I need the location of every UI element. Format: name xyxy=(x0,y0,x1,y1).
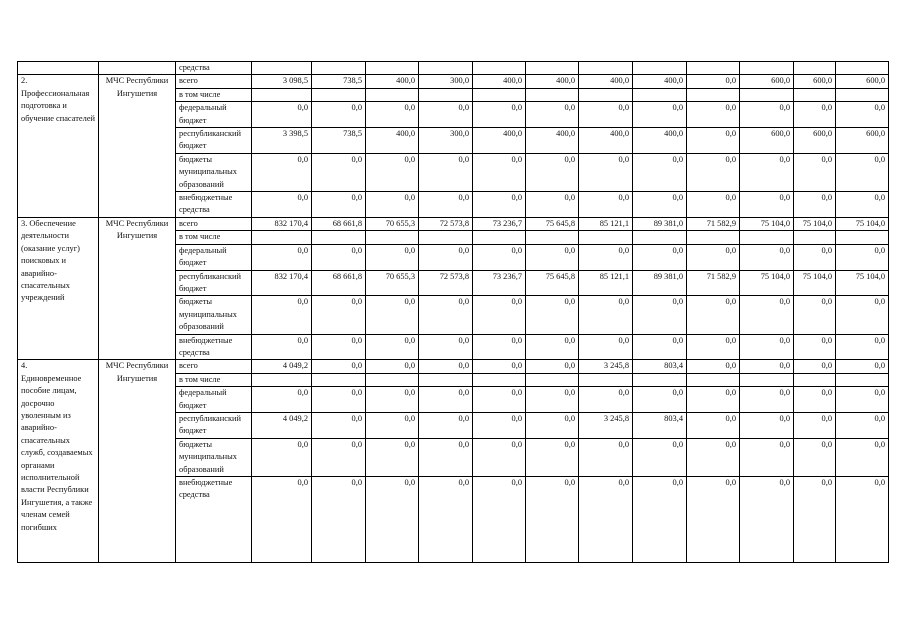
value-cell: 0,0 xyxy=(526,412,579,438)
value-cell: 0,0 xyxy=(252,334,312,360)
value-cell xyxy=(740,62,794,75)
value-cell: 0,0 xyxy=(366,244,419,270)
value-cell: 75 104,0 xyxy=(794,270,836,296)
value-cell xyxy=(366,88,419,101)
value-cell: 0,0 xyxy=(473,192,526,218)
value-cell: 400,0 xyxy=(579,128,633,154)
value-cell: 0,0 xyxy=(633,102,687,128)
table-body xyxy=(18,62,889,563)
value-cell: 0,0 xyxy=(794,477,836,563)
value-cell: 400,0 xyxy=(473,128,526,154)
value-cell: 400,0 xyxy=(366,75,419,88)
value-cell: 0,0 xyxy=(687,75,740,88)
value-cell: 0,0 xyxy=(633,477,687,563)
funding-source-cell: всего xyxy=(176,75,252,88)
value-cell: 0,0 xyxy=(252,477,312,563)
value-cell xyxy=(419,231,473,244)
value-cell: 803,4 xyxy=(633,412,687,438)
value-cell: 0,0 xyxy=(794,244,836,270)
value-cell: 0,0 xyxy=(473,296,526,334)
value-cell xyxy=(526,88,579,101)
value-cell xyxy=(312,62,366,75)
value-cell: 3 398,5 xyxy=(252,128,312,154)
value-cell: 4 049,2 xyxy=(252,360,312,373)
value-cell: 0,0 xyxy=(252,192,312,218)
value-cell xyxy=(366,62,419,75)
value-cell xyxy=(633,62,687,75)
value-cell: 0,0 xyxy=(419,192,473,218)
value-cell: 0,0 xyxy=(419,387,473,413)
value-cell: 0,0 xyxy=(836,296,889,334)
value-cell: 803,4 xyxy=(633,360,687,373)
value-cell: 0,0 xyxy=(526,438,579,476)
value-cell xyxy=(740,231,794,244)
value-cell: 0,0 xyxy=(526,244,579,270)
funding-source-cell: всего xyxy=(176,360,252,373)
value-cell xyxy=(687,373,740,386)
funding-source-cell: внебюджетные средства xyxy=(176,477,252,563)
program-name-cell: 3. Обеспечение деятельности (оказание услуг) поисковых и аварийно-спасательных учреждений xyxy=(18,217,99,359)
table-row xyxy=(18,360,889,373)
value-cell xyxy=(687,88,740,101)
value-cell: 0,0 xyxy=(794,387,836,413)
value-cell: 0,0 xyxy=(419,153,473,191)
value-cell: 0,0 xyxy=(836,412,889,438)
funding-source-cell: бюджеты муниципальных образований xyxy=(176,296,252,334)
value-cell: 0,0 xyxy=(740,387,794,413)
value-cell xyxy=(473,62,526,75)
value-cell: 75 104,0 xyxy=(740,270,794,296)
funding-source-cell: в том числе xyxy=(176,231,252,244)
value-cell: 0,0 xyxy=(252,387,312,413)
value-cell: 0,0 xyxy=(419,477,473,563)
value-cell: 75 104,0 xyxy=(794,217,836,230)
funding-table xyxy=(17,61,889,563)
value-cell: 400,0 xyxy=(633,75,687,88)
value-cell: 0,0 xyxy=(633,334,687,360)
funding-source-cell: внебюджетные средства xyxy=(176,334,252,360)
value-cell: 0,0 xyxy=(579,334,633,360)
value-cell: 0,0 xyxy=(633,387,687,413)
value-cell xyxy=(252,373,312,386)
value-cell: 300,0 xyxy=(419,75,473,88)
value-cell: 0,0 xyxy=(473,360,526,373)
value-cell xyxy=(473,88,526,101)
value-cell: 0,0 xyxy=(740,153,794,191)
value-cell: 0,0 xyxy=(579,102,633,128)
value-cell xyxy=(794,62,836,75)
value-cell: 0,0 xyxy=(526,192,579,218)
value-cell: 70 655,3 xyxy=(366,217,419,230)
value-cell xyxy=(687,231,740,244)
value-cell xyxy=(740,88,794,101)
funding-source-cell: бюджеты муниципальных образований xyxy=(176,438,252,476)
value-cell: 4 049,2 xyxy=(252,412,312,438)
value-cell: 0,0 xyxy=(740,438,794,476)
value-cell xyxy=(579,373,633,386)
value-cell: 400,0 xyxy=(526,75,579,88)
value-cell: 0,0 xyxy=(473,412,526,438)
value-cell: 0,0 xyxy=(633,192,687,218)
value-cell: 0,0 xyxy=(740,477,794,563)
value-cell: 0,0 xyxy=(579,438,633,476)
value-cell: 0,0 xyxy=(687,192,740,218)
value-cell: 400,0 xyxy=(473,75,526,88)
value-cell: 400,0 xyxy=(366,128,419,154)
value-cell: 0,0 xyxy=(633,244,687,270)
table-row-top xyxy=(18,62,889,75)
value-cell: 0,0 xyxy=(687,334,740,360)
value-cell: 70 655,3 xyxy=(366,270,419,296)
value-cell: 0,0 xyxy=(633,296,687,334)
funding-source-cell: внебюджетные средства xyxy=(176,192,252,218)
funding-source-cell: бюджеты муниципальных образований xyxy=(176,153,252,191)
value-cell: 600,0 xyxy=(740,75,794,88)
value-cell: 75 104,0 xyxy=(836,217,889,230)
value-cell: 0,0 xyxy=(312,102,366,128)
value-cell: 0,0 xyxy=(836,102,889,128)
value-cell: 0,0 xyxy=(687,244,740,270)
value-cell: 0,0 xyxy=(687,412,740,438)
value-cell: 0,0 xyxy=(526,334,579,360)
value-cell xyxy=(794,231,836,244)
value-cell: 75 645,8 xyxy=(526,270,579,296)
value-cell xyxy=(252,88,312,101)
value-cell: 738,5 xyxy=(312,128,366,154)
funding-source-cell: в том числе xyxy=(176,88,252,101)
value-cell xyxy=(366,231,419,244)
value-cell: 72 573,8 xyxy=(419,217,473,230)
value-cell xyxy=(312,88,366,101)
program-name-cell xyxy=(18,62,99,75)
value-cell: 0,0 xyxy=(794,360,836,373)
value-cell: 71 582,9 xyxy=(687,217,740,230)
value-cell: 0,0 xyxy=(473,438,526,476)
value-cell: 0,0 xyxy=(312,153,366,191)
value-cell: 0,0 xyxy=(687,438,740,476)
funding-source-cell: средства xyxy=(176,62,252,75)
value-cell: 89 381,0 xyxy=(633,270,687,296)
value-cell: 71 582,9 xyxy=(687,270,740,296)
value-cell: 0,0 xyxy=(366,387,419,413)
value-cell xyxy=(836,62,889,75)
value-cell: 0,0 xyxy=(419,438,473,476)
value-cell: 0,0 xyxy=(366,334,419,360)
value-cell: 85 121,1 xyxy=(579,217,633,230)
value-cell: 73 236,7 xyxy=(473,270,526,296)
value-cell: 0,0 xyxy=(473,334,526,360)
value-cell: 738,5 xyxy=(312,75,366,88)
value-cell: 0,0 xyxy=(836,192,889,218)
value-cell: 0,0 xyxy=(526,477,579,563)
value-cell: 600,0 xyxy=(740,128,794,154)
funding-source-cell: федеральный бюджет xyxy=(176,387,252,413)
funding-source-cell: республиканский бюджет xyxy=(176,128,252,154)
responsible-cell xyxy=(99,62,176,75)
value-cell: 0,0 xyxy=(836,387,889,413)
value-cell: 0,0 xyxy=(252,438,312,476)
value-cell xyxy=(312,231,366,244)
funding-source-cell: федеральный бюджет xyxy=(176,244,252,270)
value-cell xyxy=(473,231,526,244)
value-cell: 0,0 xyxy=(252,244,312,270)
responsible-cell: МЧС Республики Ингушетия xyxy=(99,75,176,217)
value-cell: 0,0 xyxy=(836,334,889,360)
value-cell xyxy=(836,231,889,244)
value-cell: 0,0 xyxy=(579,153,633,191)
value-cell: 0,0 xyxy=(312,412,366,438)
value-cell: 0,0 xyxy=(366,192,419,218)
value-cell: 0,0 xyxy=(312,360,366,373)
value-cell: 0,0 xyxy=(740,102,794,128)
funding-source-cell: республиканский бюджет xyxy=(176,270,252,296)
value-cell xyxy=(252,62,312,75)
program-name-cell: 4. Единовременное пособие лицам, досрочно уволенным из аварийно-спасательных служб, создаваемых органами исполнительной власти Республики Ингушетия, а также членам семей погибших xyxy=(18,360,99,563)
value-cell: 0,0 xyxy=(366,153,419,191)
value-cell: 0,0 xyxy=(687,296,740,334)
value-cell: 3 098,5 xyxy=(252,75,312,88)
value-cell xyxy=(419,62,473,75)
value-cell xyxy=(526,231,579,244)
value-cell: 0,0 xyxy=(687,387,740,413)
value-cell: 0,0 xyxy=(473,244,526,270)
value-cell: 0,0 xyxy=(419,360,473,373)
value-cell: 0,0 xyxy=(794,192,836,218)
value-cell: 832 170,4 xyxy=(252,270,312,296)
value-cell: 73 236,7 xyxy=(473,217,526,230)
value-cell xyxy=(312,373,366,386)
value-cell: 0,0 xyxy=(633,438,687,476)
value-cell: 0,0 xyxy=(312,296,366,334)
value-cell: 0,0 xyxy=(794,102,836,128)
value-cell xyxy=(687,62,740,75)
value-cell xyxy=(579,231,633,244)
value-cell: 600,0 xyxy=(836,128,889,154)
funding-source-cell: всего xyxy=(176,217,252,230)
value-cell: 75 104,0 xyxy=(740,217,794,230)
value-cell: 0,0 xyxy=(579,296,633,334)
value-cell: 0,0 xyxy=(740,296,794,334)
value-cell: 0,0 xyxy=(252,153,312,191)
value-cell: 0,0 xyxy=(419,244,473,270)
value-cell xyxy=(366,373,419,386)
value-cell xyxy=(740,373,794,386)
value-cell xyxy=(419,88,473,101)
value-cell: 0,0 xyxy=(366,296,419,334)
value-cell: 0,0 xyxy=(366,438,419,476)
value-cell: 0,0 xyxy=(579,477,633,563)
table-row xyxy=(18,217,889,230)
value-cell xyxy=(526,62,579,75)
value-cell: 0,0 xyxy=(740,192,794,218)
value-cell: 0,0 xyxy=(419,102,473,128)
value-cell: 0,0 xyxy=(473,153,526,191)
value-cell xyxy=(579,88,633,101)
value-cell xyxy=(633,231,687,244)
value-cell: 0,0 xyxy=(366,102,419,128)
value-cell xyxy=(836,373,889,386)
value-cell xyxy=(633,373,687,386)
value-cell: 0,0 xyxy=(579,192,633,218)
value-cell: 0,0 xyxy=(794,438,836,476)
value-cell: 0,0 xyxy=(366,477,419,563)
value-cell xyxy=(579,62,633,75)
value-cell: 68 661,8 xyxy=(312,217,366,230)
value-cell: 0,0 xyxy=(579,244,633,270)
value-cell xyxy=(836,88,889,101)
value-cell: 0,0 xyxy=(836,360,889,373)
value-cell: 0,0 xyxy=(473,102,526,128)
value-cell: 832 170,4 xyxy=(252,217,312,230)
value-cell: 68 661,8 xyxy=(312,270,366,296)
value-cell: 0,0 xyxy=(687,102,740,128)
value-cell: 0,0 xyxy=(836,153,889,191)
value-cell: 0,0 xyxy=(794,296,836,334)
value-cell: 0,0 xyxy=(526,387,579,413)
value-cell: 0,0 xyxy=(252,102,312,128)
value-cell: 0,0 xyxy=(687,128,740,154)
value-cell: 400,0 xyxy=(579,75,633,88)
value-cell: 0,0 xyxy=(526,153,579,191)
value-cell: 0,0 xyxy=(836,438,889,476)
value-cell xyxy=(252,231,312,244)
value-cell: 0,0 xyxy=(740,244,794,270)
funding-source-cell: в том числе xyxy=(176,373,252,386)
funding-source-cell: федеральный бюджет xyxy=(176,102,252,128)
value-cell: 0,0 xyxy=(252,296,312,334)
value-cell: 0,0 xyxy=(740,334,794,360)
value-cell: 75 104,0 xyxy=(836,270,889,296)
value-cell: 0,0 xyxy=(312,387,366,413)
value-cell: 0,0 xyxy=(836,477,889,563)
value-cell: 400,0 xyxy=(633,128,687,154)
value-cell: 600,0 xyxy=(836,75,889,88)
value-cell: 0,0 xyxy=(419,296,473,334)
value-cell: 0,0 xyxy=(633,153,687,191)
value-cell: 0,0 xyxy=(579,387,633,413)
value-cell: 400,0 xyxy=(526,128,579,154)
value-cell: 75 645,8 xyxy=(526,217,579,230)
value-cell: 0,0 xyxy=(312,477,366,563)
value-cell xyxy=(473,373,526,386)
value-cell: 0,0 xyxy=(526,296,579,334)
value-cell: 3 245,8 xyxy=(579,360,633,373)
value-cell: 0,0 xyxy=(687,360,740,373)
value-cell: 0,0 xyxy=(836,244,889,270)
value-cell: 0,0 xyxy=(312,192,366,218)
value-cell xyxy=(794,373,836,386)
value-cell: 0,0 xyxy=(312,334,366,360)
table-row xyxy=(18,75,889,88)
program-name-cell: 2. Профессиональная подготовка и обучение спасателей xyxy=(18,75,99,217)
value-cell xyxy=(633,88,687,101)
value-cell: 0,0 xyxy=(312,244,366,270)
value-cell: 85 121,1 xyxy=(579,270,633,296)
value-cell: 3 245,8 xyxy=(579,412,633,438)
value-cell xyxy=(419,373,473,386)
value-cell: 0,0 xyxy=(687,477,740,563)
value-cell: 600,0 xyxy=(794,128,836,154)
value-cell: 0,0 xyxy=(687,153,740,191)
value-cell: 0,0 xyxy=(366,412,419,438)
responsible-cell: МЧС Республики Ингушетия xyxy=(99,217,176,359)
value-cell: 0,0 xyxy=(740,360,794,373)
value-cell: 72 573,8 xyxy=(419,270,473,296)
value-cell xyxy=(794,88,836,101)
value-cell: 0,0 xyxy=(794,334,836,360)
funding-source-cell: республиканский бюджет xyxy=(176,412,252,438)
responsible-cell: МЧС Республики Ингушетия xyxy=(99,360,176,563)
value-cell: 0,0 xyxy=(794,153,836,191)
value-cell: 0,0 xyxy=(740,412,794,438)
value-cell: 0,0 xyxy=(366,360,419,373)
value-cell: 0,0 xyxy=(526,102,579,128)
value-cell: 0,0 xyxy=(419,412,473,438)
value-cell: 0,0 xyxy=(312,438,366,476)
value-cell: 89 381,0 xyxy=(633,217,687,230)
value-cell: 300,0 xyxy=(419,128,473,154)
value-cell: 0,0 xyxy=(794,412,836,438)
value-cell: 0,0 xyxy=(473,477,526,563)
value-cell xyxy=(526,373,579,386)
value-cell: 600,0 xyxy=(794,75,836,88)
value-cell: 0,0 xyxy=(473,387,526,413)
value-cell: 0,0 xyxy=(526,360,579,373)
value-cell: 0,0 xyxy=(419,334,473,360)
